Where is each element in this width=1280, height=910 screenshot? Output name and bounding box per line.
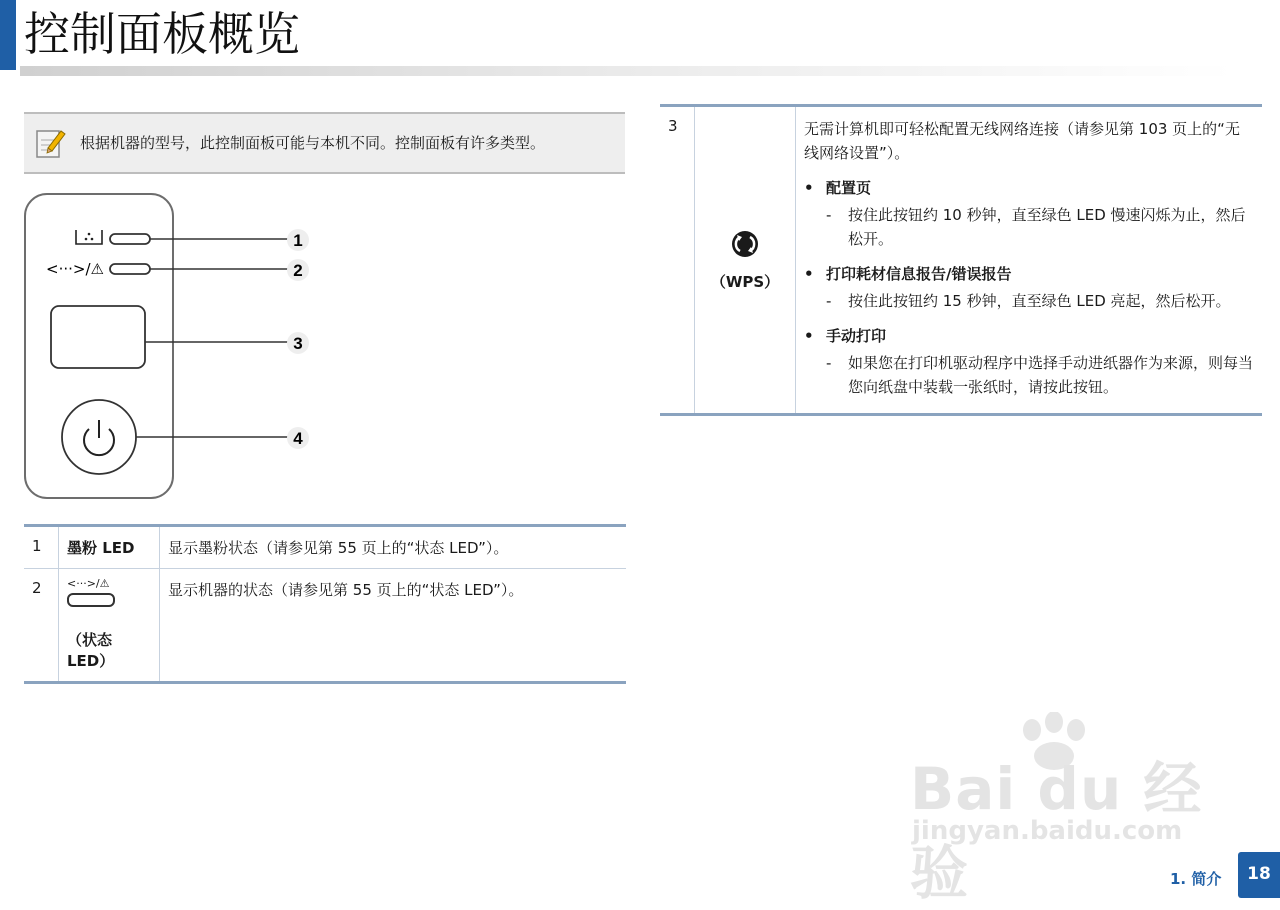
- list-item-detail: - 按住此按钮约 15 秒钟，直至绿色 LED 亮起，然后松开。: [826, 289, 1254, 313]
- list-item-detail: - 按住此按钮约 10 秒钟，直至绿色 LED 慢速闪烁为止，然后松开。: [826, 203, 1254, 251]
- table-row: [660, 106, 1262, 415]
- wps-intro: 无需计算机即可轻松配置无线网络连接（请参见第 103 页上的“无线网络设置”）。: [804, 120, 1240, 162]
- control-panel-diagram: [0, 0, 640, 510]
- wps-description-table: [660, 104, 1262, 416]
- footer-section-label: 1. 简介: [1170, 870, 1222, 888]
- status-led-icon: [67, 593, 115, 607]
- row-name: （状态 LED）: [67, 631, 115, 670]
- row-name: （WPS）: [710, 273, 780, 291]
- row-name: 墨粉 LED: [59, 526, 160, 569]
- row-name-cell: [59, 569, 160, 683]
- table-row: [24, 569, 626, 683]
- wps-icon: [728, 229, 762, 259]
- row-description-cell: [796, 106, 1263, 415]
- wps-button: [51, 306, 145, 368]
- callout-1: 1: [293, 231, 303, 250]
- page-number-badge: 18: [1238, 852, 1280, 898]
- row-name-cell: [695, 106, 796, 415]
- list-item: • 打印耗材信息报告/错误报告: [804, 263, 1254, 285]
- row-description: 显示墨粉状态（请参见第 55 页上的“状态 LED”）。: [160, 526, 627, 569]
- callout-3: 3: [293, 334, 303, 353]
- list-item-detail: - 如果您在打印机驱动程序中选择手动进纸器作为来源，则每当您向纸盘中装载一张纸时，请按此按钮。: [826, 351, 1254, 399]
- watermark-text: Bai du 经验: [910, 755, 1203, 907]
- callout-2: 2: [293, 261, 303, 280]
- status-icon: <···>/⚠: [67, 577, 110, 590]
- led-description-table: [24, 524, 626, 684]
- row-number: 3: [660, 106, 695, 415]
- row-number: 1: [24, 526, 59, 569]
- note-text: 根据机器的型号，此控制面板可能与本机不同。控制面板有许多类型。: [80, 134, 546, 152]
- table-row: [24, 526, 626, 569]
- list-item: • 配置页: [804, 177, 1254, 199]
- toner-led: [110, 234, 150, 244]
- page-title: 控制面板概览: [24, 7, 300, 61]
- watermark-url: jingyan.baidu.com: [912, 816, 1183, 846]
- row-description: 显示机器的状态（请参见第 55 页上的“状态 LED”）。: [168, 581, 524, 599]
- row-number: 2: [24, 569, 59, 683]
- status-led: [110, 264, 150, 274]
- list-item: • 手动打印: [804, 325, 1254, 347]
- status-icon: <···>/⚠: [46, 260, 104, 278]
- callout-4: 4: [293, 429, 303, 448]
